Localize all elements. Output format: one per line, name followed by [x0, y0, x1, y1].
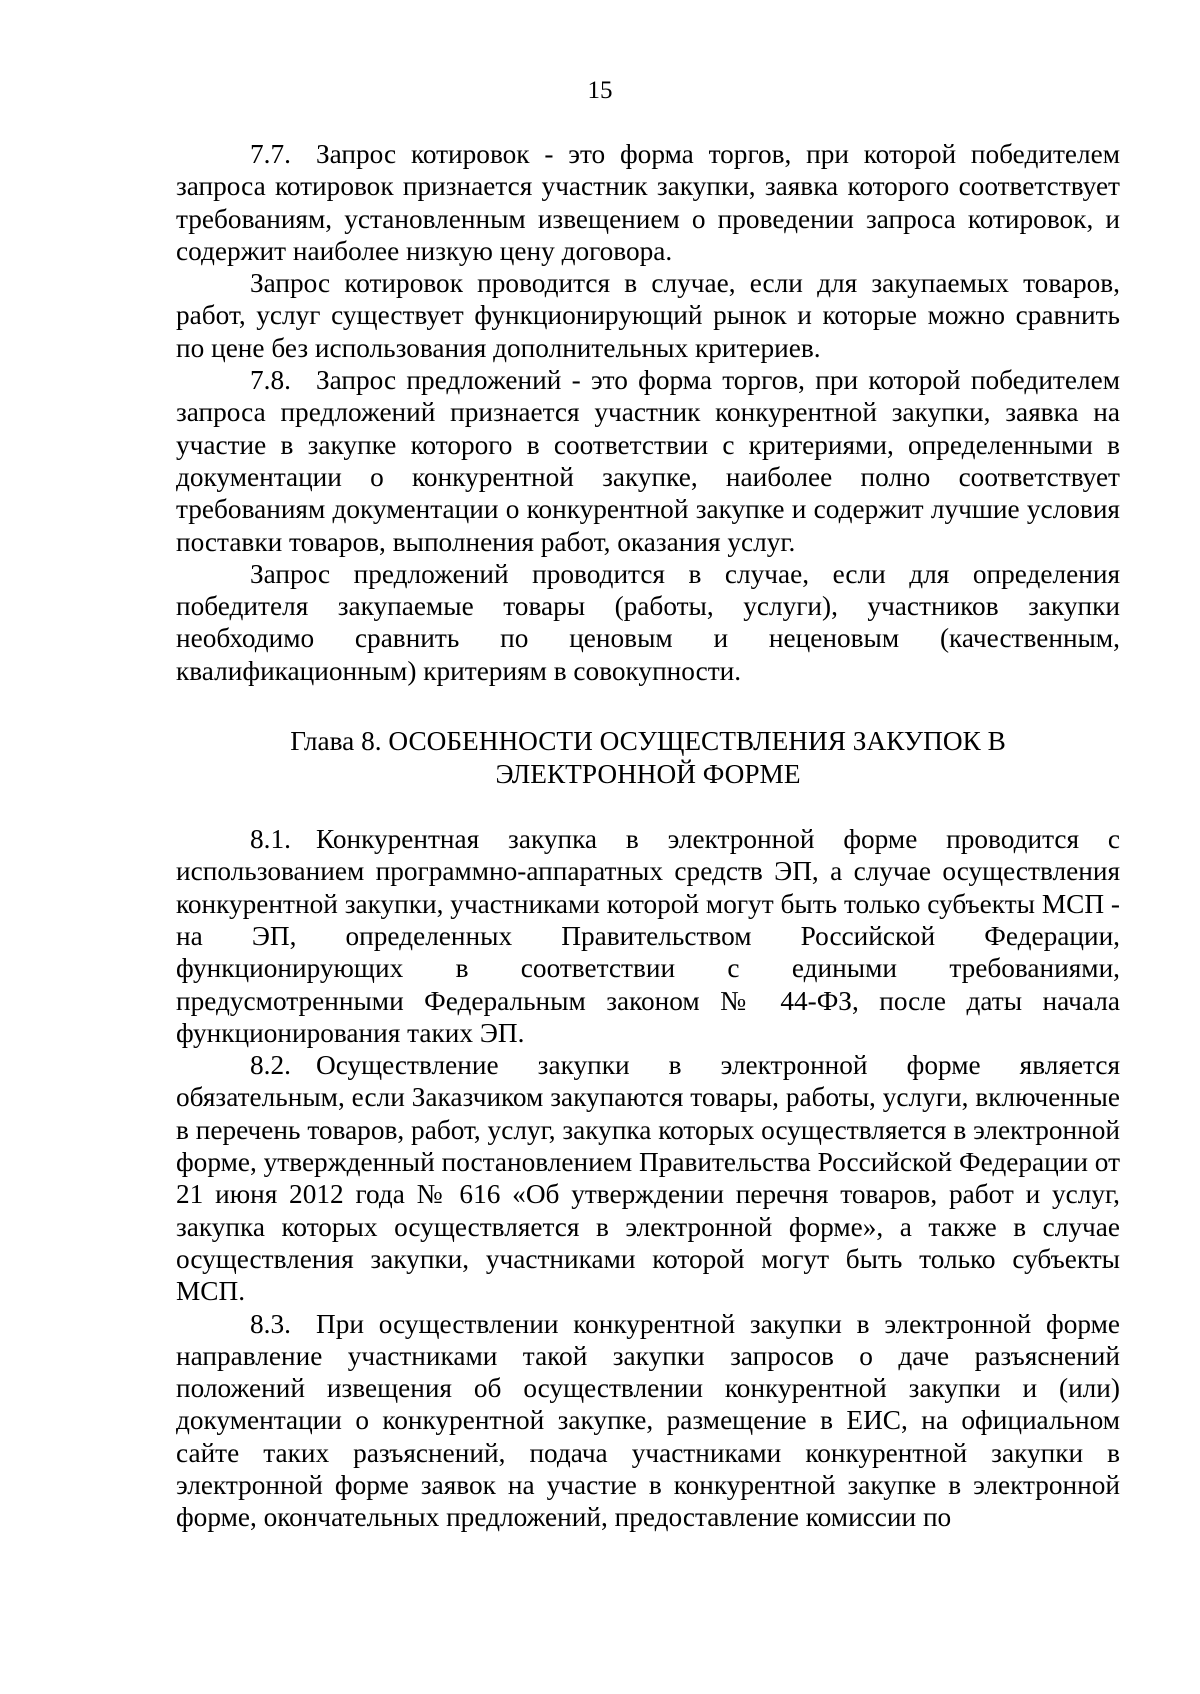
paragraph-number: 7.7. — [250, 139, 291, 169]
paragraph-text: Запрос котировок проводится в случае, если для закупаемых товаров, работ, услуг существует функционирующий рынок и которые можно сравнить по цене без использования дополнительных критериев. — [176, 268, 1120, 363]
paragraph-7-7 — [176, 138, 1120, 267]
paragraph-text: Запрос предложений проводится в случае, если для определения победителя закупаемые товары (работы, услуги), участников закупки необходимо сравнить по ценовым и неценовым (качественным, квалификационным) критериям в совокупности. — [176, 558, 1120, 686]
paragraph-number: 8.1. — [250, 824, 291, 855]
chapter-title-text: Глава 8. ОСОБЕННОСТИ ОСУЩЕСТВЛЕНИЯ ЗАКУПОК В ЭЛЕКТРОННОЙ ФОРМЕ — [290, 726, 1006, 790]
page-number: 15 — [587, 77, 613, 104]
paragraph-8-2 — [176, 1049, 1120, 1307]
paragraph-text: При осуществлении конкурентной закупки в электронной форме направление участниками такой закупки запросов о даче разъяснений положений извещения об осуществлении конкурентной закупки и (или) документации о конкурентной закупке, размещение в ЕИС, на официальном сайте таких разъяснений, подача участниками конкурентной закупки в электронной форме заявок на участие в конкурентной закупке в электронной форме, окончательных предложений, предоставление комиссии по — [176, 1308, 1120, 1533]
paragraph-text: Запрос предложений - это форма торгов, при которой победителем запроса предложений признается участник конкурентной закупки, заявка на участие в закупке которого в соответствии с критериями, определенными в документации о конкурентной закупке, наиболее полно соответствует требованиям документации о конкурентной закупке и содержит лучшие условия поставки товаров, выполнения работ, оказания услуг. — [176, 365, 1120, 557]
paragraph-text: Запрос котировок - это форма торгов, при которой победителем запроса котировок признается участник закупки, заявка которого соответствует требованиям, установленным извещением о проведении запроса котировок, и содержит наиболее низкую цену договора. — [176, 139, 1120, 266]
paragraph-7-8-continuation — [176, 558, 1120, 687]
paragraph-text: Конкурентная закупка в электронной форме проводится с использованием программно-аппаратных средств ЭП, а случае осуществления конкурентной закупки, участниками которой могут быть только субъекты МСП - на ЭП, определенных Правительством Российской Федерации, функционирующих в соответствии с едиными требованиями, предусмотренными Федеральным законом № 44-ФЗ, после даты начала функционирования таких ЭП. — [176, 824, 1120, 1048]
paragraph-7-8 — [176, 364, 1120, 558]
paragraph-number: 8.3. — [250, 1308, 291, 1339]
paragraph-8-3 — [176, 1308, 1120, 1534]
paragraph-number: 8.2. — [250, 1050, 291, 1081]
paragraph-number: 7.8. — [250, 365, 291, 396]
paragraph-text: Осуществление закупки в электронной форме является обязательным, если Заказчиком закупаются товары, работы, услуги, включенные в перечень товаров, работ, услуг, закупка которых осуществляется в электронной форме, утвержденный постановлением Правительства Российской Федерации от 21 июня 2012 года № 616 «Об утверждении перечня товаров, работ и услуг, закупка которых осуществляется в электронной форме», а также в случае осуществления закупки, участниками которой могут быть только субъекты МСП. — [176, 1050, 1120, 1307]
paragraph-7-7-continuation — [176, 267, 1120, 364]
paragraph-8-1 — [176, 823, 1120, 1049]
document-body — [176, 138, 1120, 1534]
chapter-title — [176, 725, 1120, 791]
